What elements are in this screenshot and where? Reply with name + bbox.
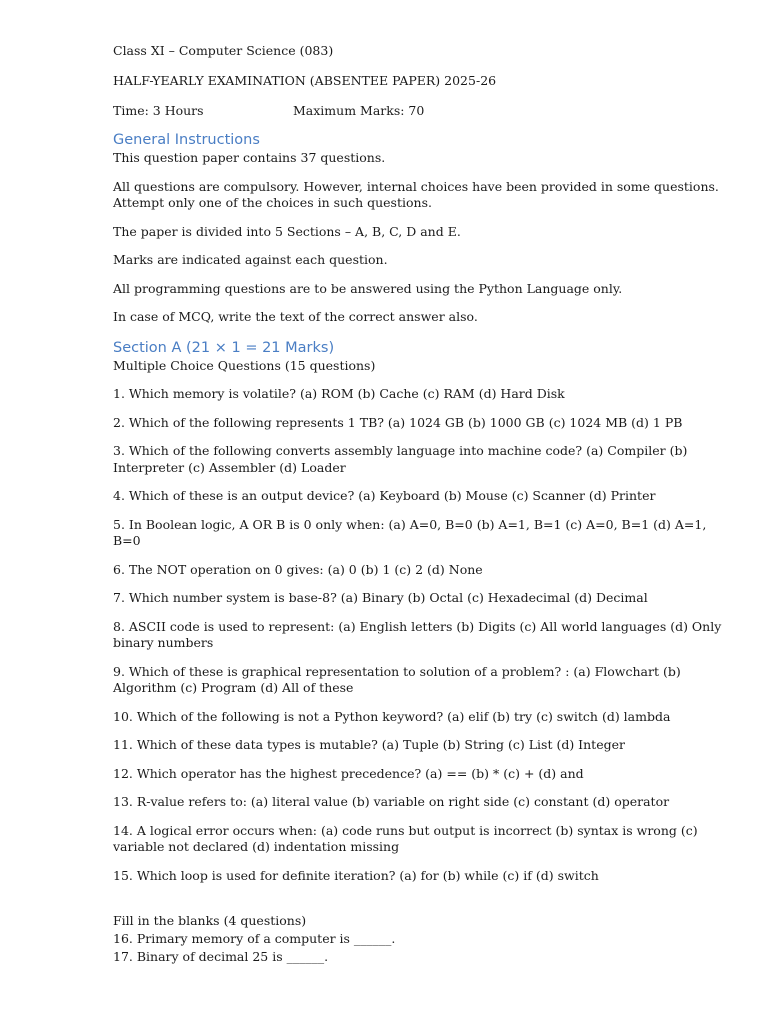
question-item: 12. Which operator has the highest precedence? (a) == (b) * (c) + (d) and xyxy=(113,765,584,781)
question-item: 6. The NOT operation on 0 gives: (a) 0 (b) 1 (c) 2 (d) None xyxy=(113,561,483,577)
general-instructions-heading: General Instructions xyxy=(113,132,260,148)
fill-blanks-title: Fill in the blanks (4 questions) xyxy=(113,913,307,928)
question-item: 15. Which loop is used for definite iteration? (a) for (b) while (c) if (d) switch xyxy=(113,867,599,883)
question-item: 10. Which of the following is not a Python keyword? (a) elif (b) try (c) switch (d) lambda xyxy=(113,708,671,724)
instruction-item: The paper is divided into 5 Sections – A, B, C, D and E. xyxy=(113,223,461,239)
question-item: 4. Which of these is an output device? (a) Keyboard (b) Mouse (c) Scanner (d) Printer xyxy=(113,488,656,503)
question-item: 3. Which of the following converts assembly language into machine code? (a) Compiler (b) Interpreter (c) Assembler (d) Loader xyxy=(113,443,688,475)
question-item: 8. ASCII code is used to represent: (a) English letters (b) Digits (c) All world languages (d) Only binary numbers xyxy=(113,618,722,650)
question-item: 7. Which number system is base-8? (a) Binary (b) Octal (c) Hexadecimal (d) Decimal xyxy=(113,590,648,605)
time-marks-row xyxy=(113,102,728,119)
instruction-item: Marks are indicated against each question. xyxy=(113,252,388,267)
instruction-item: All questions are compulsory. However, internal choices have been provided in some questions. Attempt only one of the choices in such questions. xyxy=(113,178,719,210)
maximum-marks: Maximum Marks: 70 xyxy=(293,103,425,118)
question-item: 1. Which memory is volatile? (a) ROM (b) Cache (c) RAM (d) Hard Disk xyxy=(113,386,565,401)
question-item: 2. Which of the following represents 1 TB? (a) 1024 GB (b) 1000 GB (c) 1024 MB (d) 1 PB xyxy=(113,414,683,430)
question-item: 13. R-value refers to: (a) literal value (b) variable on right side (c) constant (d) operator xyxy=(113,794,670,809)
instruction-item: This question paper contains 37 questions. xyxy=(113,150,386,165)
fill-blank-item: 16. Primary memory of a computer is ______. xyxy=(113,931,396,946)
mcq-title: Multiple Choice Questions (15 questions) xyxy=(113,357,376,373)
exam-time: Time: 3 Hours xyxy=(113,103,204,118)
question-item: 5. In Boolean logic, A OR B is 0 only when: (a) A=0, B=0 (b) A=1, B=1 (c) A=0, B=1 (d) A=1, B=0 xyxy=(113,516,707,548)
section-a-heading: Section A (21 × 1 = 21 Marks) xyxy=(113,339,335,356)
question-item: 11. Which of these data types is mutable? (a) Tuple (b) String (c) List (d) Integer xyxy=(113,737,625,752)
instruction-item: In case of MCQ, write the text of the correct answer also. xyxy=(113,309,478,324)
question-item: 14. A logical error occurs when: (a) code runs but output is incorrect (b) syntax is wrong (c) variable not declared (d) indentation missing xyxy=(113,822,698,854)
question-item: 9. Which of these is graphical representation to solution of a problem? : (a) Flowchart (b) Algorithm (c) Program (d) All of these xyxy=(113,663,681,695)
exam-title: HALF-YEARLY EXAMINATION (ABSENTEE PAPER) 2025-26 xyxy=(113,73,497,88)
instruction-item: All programming questions are to be answered using the Python Language only. xyxy=(113,280,623,296)
fill-blank-item: 17. Binary of decimal 25 is ______. xyxy=(113,949,329,964)
class-line: Class XI – Computer Science (083) xyxy=(113,43,334,58)
